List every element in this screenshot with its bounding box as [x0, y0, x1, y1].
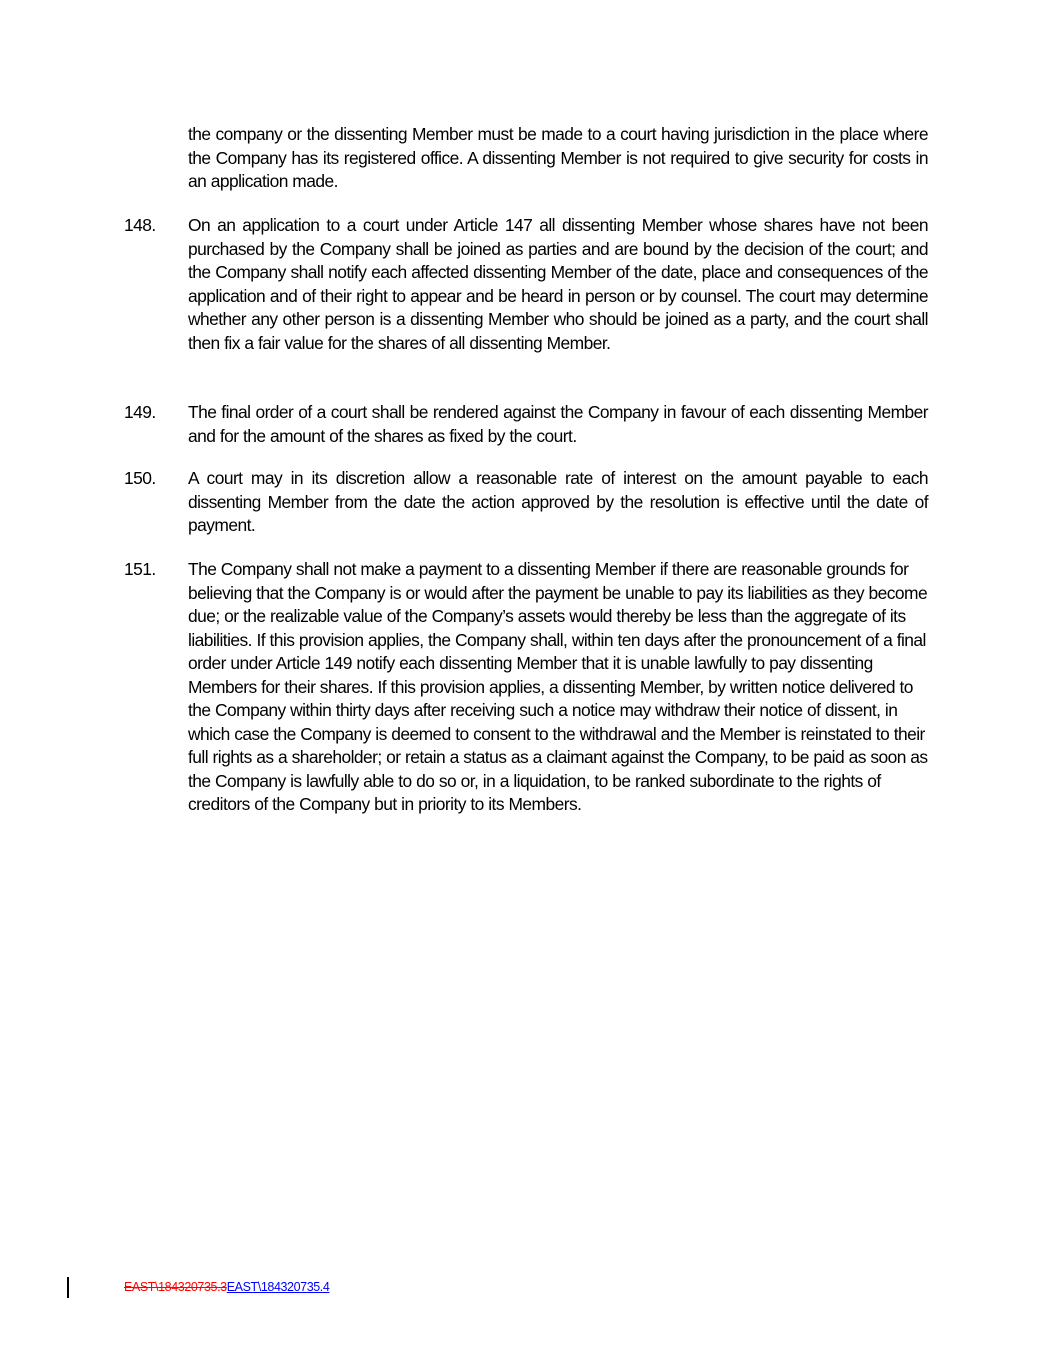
continued-paragraph-text: the company or the dissenting Member must be made to a court having jurisdiction in the place where the Company has its registered office. A dissenting Member is not required to give security for costs in an application made. [188, 124, 928, 191]
paragraph-149 [124, 401, 928, 448]
paragraph-number: 150. [124, 468, 156, 488]
paragraph-number: 151. [124, 559, 156, 579]
paragraph-text: A court may in its discretion allow a reasonable rate of interest on the amount payable to each dissenting Member from the date the action approved by the resolution is effective until the date of payment. [188, 468, 928, 535]
paragraph-number: 148. [124, 215, 156, 235]
revision-change-bar [67, 1277, 69, 1298]
inserted-document-id: EAST\184320735.4 [226, 1280, 330, 1294]
paragraph-text: The Company shall not make a payment to a dissenting Member if there are reasonable grounds for believing that the Company is or would after the payment be unable to pay its liabilities as they become due; or the realizable value of the Company’s assets would thereby be less than the aggregate of its liabilities. If this provision applies, the Company shall, within ten days after the pronouncement of a final order under Article 149 notify each dissenting Member that it is unable lawfully to pay dissenting Members for their shares. If this provision applies, a dissenting Member, by written notice delivered to the Company within thirty days after receiving such a notice may withdraw their notice of dissent, in which case the Company is deemed to consent to the withdrawal and the Member is reinstated to their full rights as a shareholder; or retain a status as a claimant against the Company, to be paid as soon as the Company is lawfully able to do so or, in a liquidation, to be ranked subordinate to the rights of creditors of the Company but in priority to its Members. [188, 559, 928, 814]
paragraph-text: The final order of a court shall be rendered against the Company in favour of each dissenting Member and for the amount of the shares as fixed by the court. [188, 402, 928, 446]
paragraph-151 [124, 558, 928, 817]
paragraph-number: 149. [124, 402, 156, 422]
paragraph-150 [124, 467, 928, 538]
paragraph-148 [124, 214, 928, 355]
document-id-footer [124, 1279, 329, 1295]
deleted-document-id: EAST\184320735.3 [124, 1280, 227, 1294]
paragraph-text: On an application to a court under Article 147 all dissenting Member whose shares have not been purchased by the Company shall be joined as parties and are bound by the decision of the court; and the Company shall notify each affected dissenting Member of the date, place and consequences of the application and of their right to appear and be heard in person or by counsel. The court may determine whether any other person is a dissenting Member who should be joined as a party, and the court shall then fix a fair value for the shares of all dissenting Member. [188, 215, 928, 353]
